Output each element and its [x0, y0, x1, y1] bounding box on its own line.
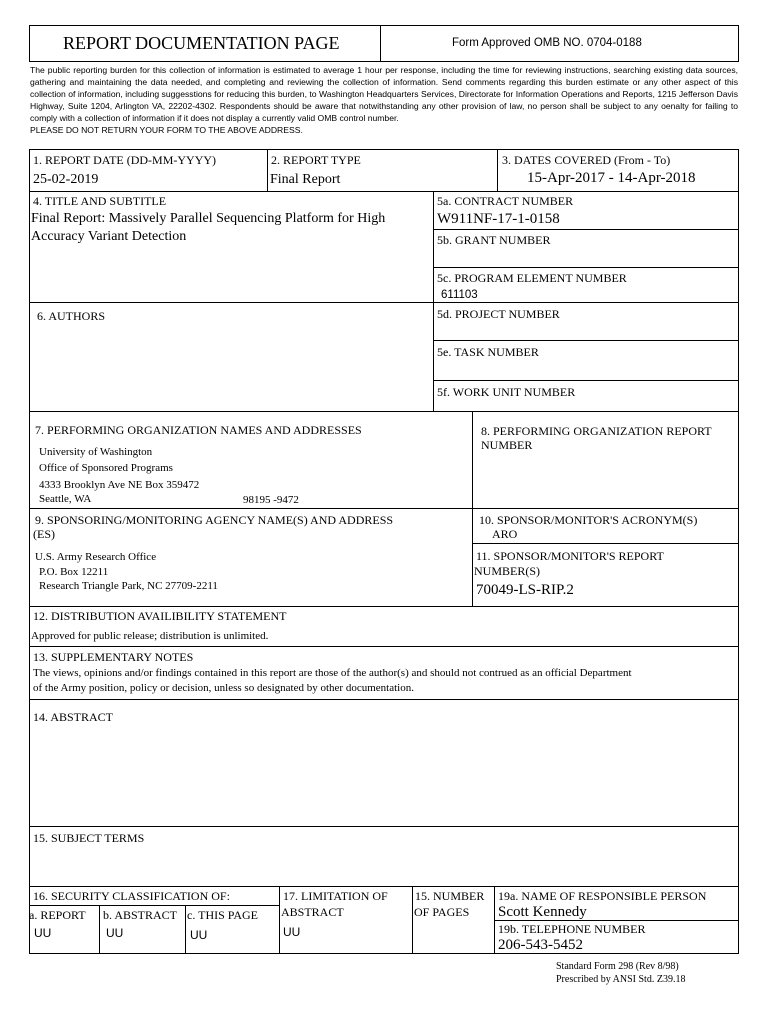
col-15n	[412, 886, 413, 954]
supplementary-label: 13. SUPPLEMENTARY NOTES	[33, 650, 194, 664]
performing-org-zip: 98195 -9472	[243, 494, 299, 506]
limitation-label-2: ABSTRACT	[281, 905, 344, 919]
abstract-label: 14. ABSTRACT	[33, 710, 114, 724]
line-5e	[433, 380, 739, 381]
row1-divider-a	[267, 149, 268, 191]
line-5d	[433, 340, 739, 341]
security-report-value: UU	[34, 926, 52, 940]
security-page-value: UU	[190, 928, 208, 942]
performing-org-label: 7. PERFORMING ORGANIZATION NAMES AND ADDRESSES	[35, 423, 362, 437]
contract-value: W911NF-17-1-0158	[437, 211, 560, 227]
header-divider	[380, 25, 381, 62]
security-abstract-label: b. ABSTRACT	[103, 908, 178, 922]
limitation-label-1: 17. LIMITATION OF	[283, 889, 388, 903]
line-10	[472, 543, 739, 544]
security-page-label: c. THIS PAGE	[187, 908, 259, 922]
program-element-value: 611103	[441, 289, 478, 301]
dates-covered-label: 3. DATES COVERED (From - To)	[502, 153, 671, 167]
col-divider-5	[433, 191, 434, 411]
burden-text: The public reporting burden for this collection of information is estimated to average 1 hour per response, including the time for reviewing instructions, searching existing data sources, gathering and maintaining the data needed, and completing and reviewing the collection of information. Send comments regarding this burden estimate or any other aspect of this collection of information, including suggesstions for reducing this burden, to Washington Headquarters Services, Directorate for Information Operations and Reports, 1215 Jefferson Davis Highway, Suite 1204, Arlington VA, 22202-4302. Respondents should be aware that notwithstanding any other provision of law, no person shall be subject to any oenalty for failing to comply with a collection of information if it does not display a currently valid OMB control number.	[30, 65, 738, 123]
project-label: 5d. PROJECT NUMBER	[437, 307, 560, 321]
monitor-report-label-2: NUMBER(S)	[474, 564, 541, 578]
authors-label: 6. AUTHORS	[37, 309, 106, 323]
line-14-bottom	[29, 826, 739, 827]
line-9-bottom	[29, 606, 739, 607]
line-6-bottom	[29, 411, 739, 412]
report-type-label: 2. REPORT TYPE	[271, 153, 361, 167]
performing-report-label-2: NUMBER	[481, 438, 533, 452]
task-label: 5e. TASK NUMBER	[437, 345, 539, 359]
line-4-bottom	[29, 302, 739, 303]
line-15-bottom	[29, 886, 739, 887]
sponsoring-line2: P.O. Box 12211	[39, 566, 109, 578]
report-type-value: Final Report	[270, 172, 341, 187]
line-12-bottom	[29, 646, 739, 647]
col-16b	[99, 905, 100, 954]
distribution-label: 12. DISTRIBUTION AVAILIBILITY STATEMENT	[33, 609, 287, 623]
sponsoring-line1: U.S. Army Research Office	[35, 551, 157, 563]
dates-covered-value: 15-Apr-2017 - 14-Apr-2018	[527, 170, 696, 186]
title-label: 4. TITLE AND SUBTITLE	[33, 194, 167, 208]
performing-org-line3: 4333 Brooklyn Ave NE Box 359472	[39, 479, 200, 491]
line-7-bottom	[29, 508, 739, 509]
grant-label: 5b. GRANT NUMBER	[437, 233, 551, 247]
performing-org-line2: Office of Sponsored Programs	[39, 462, 173, 474]
program-element-label: 5c. PROGRAM ELEMENT NUMBER	[437, 271, 627, 285]
line-5a	[433, 229, 739, 230]
telephone-label: 19b. TELEPHONE NUMBER	[498, 922, 646, 936]
row1-bottom	[29, 191, 739, 192]
col-16c	[185, 905, 186, 954]
sponsoring-label-1: 9. SPONSORING/MONITORING AGENCY NAME(S) AND ADDRESS	[35, 513, 394, 527]
footer-line2: Prescribed by ANSI Std. Z39.18	[556, 974, 686, 985]
report-date-value: 25-02-2019	[33, 172, 99, 187]
sponsoring-line3: Research Triangle Park, NC 27709-2211	[39, 580, 218, 592]
supplementary-line1: The views, opinions and/or findings contained in this report are those of the author(s) and should not contrued as an official Department	[33, 667, 632, 679]
contract-label: 5a. CONTRACT NUMBER	[437, 194, 574, 208]
footer-line1: Standard Form 298 (Rev 8/98)	[556, 961, 679, 972]
acronym-value: ARO	[492, 527, 518, 541]
security-abstract-value: UU	[106, 926, 124, 940]
supplementary-line2: of the Army position, policy or decision, unless so designated by other documentation.	[33, 682, 414, 694]
col-divider-8	[472, 411, 473, 607]
line-5b	[433, 267, 739, 268]
work-unit-label: 5f. WORK UNIT NUMBER	[437, 385, 576, 399]
security-label: 16. SECURITY CLASSIFICATION OF:	[33, 889, 230, 903]
distribution-value: Approved for public release; distribution is unlimited.	[31, 630, 269, 642]
row1-divider-b	[497, 149, 498, 191]
responsible-label: 19a. NAME OF RESPONSIBLE PERSON	[498, 889, 707, 903]
col-17	[279, 886, 280, 954]
monitor-report-label-1: 11. SPONSOR/MONITOR'S REPORT	[476, 549, 664, 563]
limitation-value: UU	[283, 925, 301, 939]
performing-org-line1: University of Washington	[39, 446, 153, 458]
performing-org-line4: Seattle, WA	[39, 493, 92, 505]
num-pages-label-1: 15. NUMBER	[415, 889, 485, 903]
burden-return: PLEASE DO NOT RETURN YOUR FORM TO THE ABOVE ADDRESS.	[30, 125, 303, 135]
security-report-label: a. REPORT	[29, 908, 86, 922]
performing-report-label-1: 8. PERFORMING ORGANIZATION REPORT	[481, 424, 712, 438]
acronym-label: 10. SPONSOR/MONITOR'S ACRONYM(S)	[479, 513, 698, 527]
burden-statement	[30, 64, 738, 136]
title-line1: Final Report: Massively Parallel Sequencing Platform for High	[31, 211, 386, 226]
form-approved: Form Approved OMB NO. 0704-0188	[452, 37, 642, 49]
sponsoring-label-2: (ES)	[33, 527, 55, 541]
responsible-value: Scott Kennedy	[498, 904, 587, 920]
line-16-sub	[29, 905, 279, 906]
monitor-report-value: 70049-LS-RIP.2	[476, 582, 574, 598]
line-13-bottom	[29, 699, 739, 700]
num-pages-label-2: OF PAGES	[414, 905, 470, 919]
report-date-label: 1. REPORT DATE (DD-MM-YYYY)	[33, 153, 217, 167]
page-title: REPORT DOCUMENTATION PAGE	[63, 33, 340, 53]
title-line2: Accuracy Variant Detection	[31, 229, 187, 244]
telephone-value: 206-543-5452	[498, 937, 583, 953]
subject-terms-label: 15. SUBJECT TERMS	[33, 831, 145, 845]
